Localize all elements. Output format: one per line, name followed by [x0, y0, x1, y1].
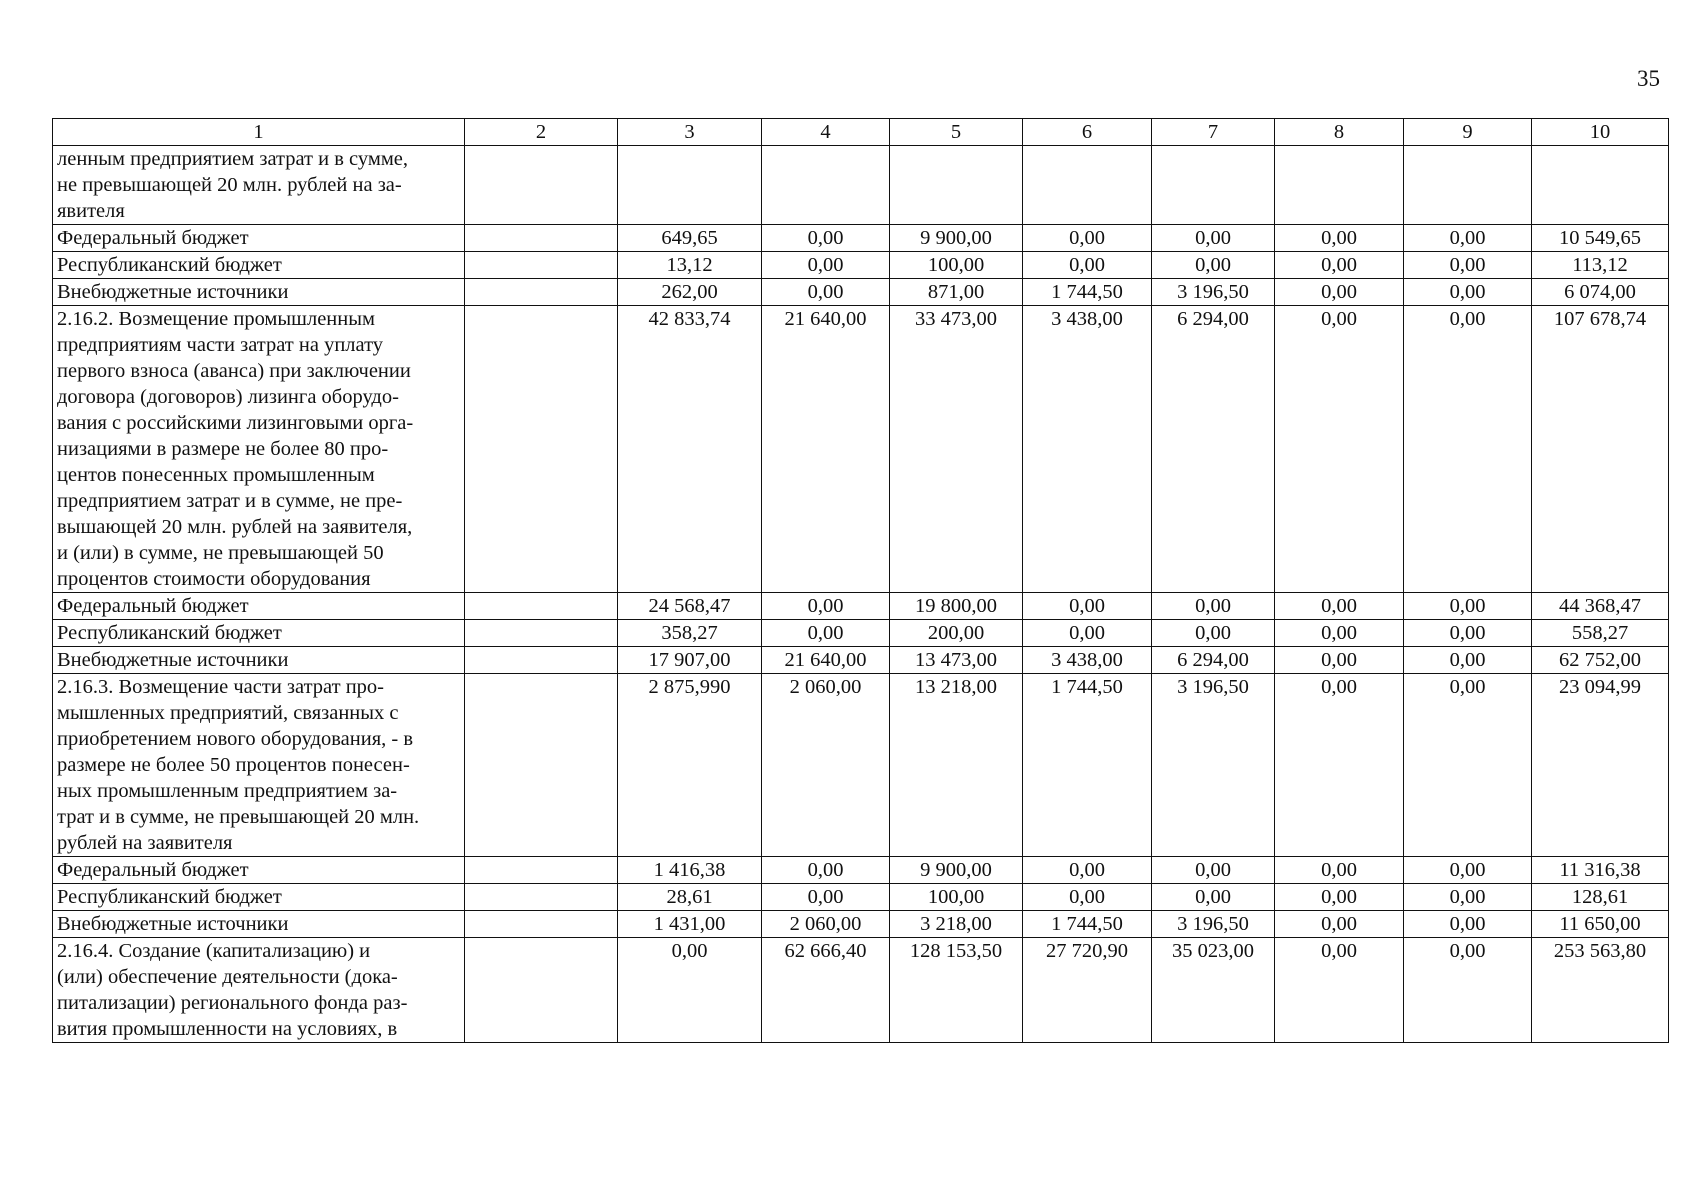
value-cell: 27 720,90: [1023, 938, 1152, 1043]
value-cell: 0,00: [1404, 279, 1532, 306]
value-cell: 0,00: [1404, 911, 1532, 938]
value-cell: 13,12: [618, 252, 762, 279]
value-cell: 11 650,00: [1532, 911, 1669, 938]
column-2-cell: [465, 620, 618, 647]
funding-source-row: [53, 252, 1669, 279]
value-cell: 0,00: [1275, 857, 1404, 884]
column-2-cell: [465, 306, 618, 593]
value-cell: 128 153,50: [890, 938, 1023, 1043]
funding-source-name: Федеральный бюджет: [53, 225, 465, 252]
value-cell: 0,00: [762, 857, 890, 884]
column-number-header: 8: [1275, 119, 1404, 146]
column-number-header: 6: [1023, 119, 1152, 146]
measure-row: [53, 938, 1669, 1043]
value-cell: 128,61: [1532, 884, 1669, 911]
value-cell: 0,00: [1404, 252, 1532, 279]
value-cell: 0,00: [1023, 225, 1152, 252]
value-cell: 0,00: [762, 620, 890, 647]
value-cell: 100,00: [890, 884, 1023, 911]
value-cell: 0,00: [618, 938, 762, 1043]
value-cell: 0,00: [1404, 225, 1532, 252]
value-cell: 0,00: [1404, 938, 1532, 1043]
value-cell: [618, 146, 762, 225]
value-cell: [1532, 146, 1669, 225]
value-cell: 100,00: [890, 252, 1023, 279]
value-cell: 13 473,00: [890, 647, 1023, 674]
value-cell: 0,00: [1152, 857, 1275, 884]
column-number-header: 7: [1152, 119, 1275, 146]
column-2-cell: [465, 225, 618, 252]
value-cell: 0,00: [762, 884, 890, 911]
value-cell: 13 218,00: [890, 674, 1023, 857]
value-cell: 0,00: [1404, 647, 1532, 674]
value-cell: [1404, 146, 1532, 225]
value-cell: 3 196,50: [1152, 279, 1275, 306]
value-cell: 3 196,50: [1152, 911, 1275, 938]
value-cell: 0,00: [1152, 884, 1275, 911]
value-cell: 558,27: [1532, 620, 1669, 647]
value-cell: 9 900,00: [890, 225, 1023, 252]
measure-row: [53, 674, 1669, 857]
value-cell: 0,00: [762, 225, 890, 252]
column-2-cell: [465, 857, 618, 884]
value-cell: 649,65: [618, 225, 762, 252]
value-cell: 0,00: [1275, 938, 1404, 1043]
value-cell: 0,00: [1404, 593, 1532, 620]
column-number-header: 9: [1404, 119, 1532, 146]
value-cell: 1 744,50: [1023, 674, 1152, 857]
value-cell: 0,00: [762, 279, 890, 306]
funding-source-name: Республиканский бюджет: [53, 884, 465, 911]
funding-source-row: [53, 225, 1669, 252]
value-cell: 0,00: [1023, 857, 1152, 884]
value-cell: 3 438,00: [1023, 306, 1152, 593]
page-number: 35: [1637, 66, 1660, 91]
column-2-cell: [465, 279, 618, 306]
value-cell: 2 060,00: [762, 911, 890, 938]
value-cell: 107 678,74: [1532, 306, 1669, 593]
value-cell: 0,00: [1152, 225, 1275, 252]
value-cell: 358,27: [618, 620, 762, 647]
column-number-header: 1: [53, 119, 465, 146]
value-cell: 6 294,00: [1152, 306, 1275, 593]
value-cell: 0,00: [1275, 252, 1404, 279]
value-cell: 262,00: [618, 279, 762, 306]
funding-source-row: [53, 647, 1669, 674]
value-cell: [762, 146, 890, 225]
funding-source-name: Внебюджетные источники: [53, 279, 465, 306]
value-cell: 253 563,80: [1532, 938, 1669, 1043]
value-cell: 0,00: [1152, 593, 1275, 620]
column-number-header: 10: [1532, 119, 1669, 146]
value-cell: 1 744,50: [1023, 911, 1152, 938]
value-cell: 0,00: [762, 593, 890, 620]
value-cell: 6 294,00: [1152, 647, 1275, 674]
funding-source-name: Федеральный бюджет: [53, 857, 465, 884]
value-cell: 62 752,00: [1532, 647, 1669, 674]
column-number-header-row: [53, 119, 1669, 146]
value-cell: 62 666,40: [762, 938, 890, 1043]
value-cell: 2 060,00: [762, 674, 890, 857]
column-2-cell: [465, 938, 618, 1043]
value-cell: 0,00: [1275, 225, 1404, 252]
column-2-cell: [465, 674, 618, 857]
funding-source-row: [53, 620, 1669, 647]
funding-source-name: Внебюджетные источники: [53, 911, 465, 938]
value-cell: [1275, 146, 1404, 225]
value-cell: 3 218,00: [890, 911, 1023, 938]
value-cell: 0,00: [762, 252, 890, 279]
value-cell: 1 744,50: [1023, 279, 1152, 306]
column-2-cell: [465, 884, 618, 911]
value-cell: 28,61: [618, 884, 762, 911]
column-number-header: 4: [762, 119, 890, 146]
column-number-header: 5: [890, 119, 1023, 146]
value-cell: 24 568,47: [618, 593, 762, 620]
value-cell: 113,12: [1532, 252, 1669, 279]
value-cell: 1 416,38: [618, 857, 762, 884]
column-2-cell: [465, 146, 618, 225]
value-cell: 10 549,65: [1532, 225, 1669, 252]
funding-source-row: [53, 884, 1669, 911]
funding-source-row: [53, 593, 1669, 620]
funding-source-name: Внебюджетные источники: [53, 647, 465, 674]
column-2-cell: [465, 252, 618, 279]
value-cell: 871,00: [890, 279, 1023, 306]
funding-source-name: Республиканский бюджет: [53, 620, 465, 647]
value-cell: 9 900,00: [890, 857, 1023, 884]
funding-source-row: [53, 911, 1669, 938]
measure-row: [53, 306, 1669, 593]
value-cell: 0,00: [1023, 252, 1152, 279]
value-cell: 0,00: [1404, 674, 1532, 857]
column-2-cell: [465, 647, 618, 674]
value-cell: 0,00: [1404, 620, 1532, 647]
column-2-cell: [465, 593, 618, 620]
value-cell: 0,00: [1275, 674, 1404, 857]
value-cell: 19 800,00: [890, 593, 1023, 620]
value-cell: 2 875,990: [618, 674, 762, 857]
value-cell: 1 431,00: [618, 911, 762, 938]
value-cell: 0,00: [1152, 620, 1275, 647]
value-cell: 200,00: [890, 620, 1023, 647]
value-cell: 0,00: [1404, 884, 1532, 911]
value-cell: 0,00: [1275, 279, 1404, 306]
measure-description: 2.16.2. Возмещение промышленным предприятиям части затрат на уплату первого взноса (аванса) при заключении договора (договоров) лизинга оборудо- вания с российскими лизинговыми орга- низациями в размере не более 80 про- центов понесенных промышленным предприятием затрат и в сумме, не пре- вышающей 20 млн. рублей на заявителя, и (или) в сумме, не превышающей 50 процентов стоимости оборудования: [53, 306, 465, 593]
column-2-cell: [465, 911, 618, 938]
value-cell: 6 074,00: [1532, 279, 1669, 306]
value-cell: 0,00: [1275, 647, 1404, 674]
budget-table: [52, 118, 1669, 1043]
value-cell: 0,00: [1275, 593, 1404, 620]
value-cell: 0,00: [1023, 593, 1152, 620]
value-cell: [1023, 146, 1152, 225]
measure-description: 2.16.3. Возмещение части затрат про- мышленных предприятий, связанных с приобретением нового оборудования, - в размере не более 50 процентов понесен- ных промышленным предприятием за- трат и в сумме, не превышающей 20 млн. рублей на заявителя: [53, 674, 465, 857]
value-cell: 0,00: [1275, 620, 1404, 647]
value-cell: [1152, 146, 1275, 225]
funding-source-name: Федеральный бюджет: [53, 593, 465, 620]
value-cell: 0,00: [1275, 306, 1404, 593]
value-cell: 35 023,00: [1152, 938, 1275, 1043]
value-cell: 11 316,38: [1532, 857, 1669, 884]
value-cell: 23 094,99: [1532, 674, 1669, 857]
funding-source-name: Республиканский бюджет: [53, 252, 465, 279]
value-cell: 0,00: [1023, 620, 1152, 647]
value-cell: 0,00: [1023, 884, 1152, 911]
value-cell: 3 196,50: [1152, 674, 1275, 857]
value-cell: [890, 146, 1023, 225]
measure-description: 2.16.4. Создание (капитализацию) и (или) обеспечение деятельности (дока- питализации) регионального фонда раз- вития промышленности на условиях, в: [53, 938, 465, 1043]
value-cell: 0,00: [1404, 857, 1532, 884]
column-number-header: 3: [618, 119, 762, 146]
value-cell: 0,00: [1152, 252, 1275, 279]
value-cell: 0,00: [1275, 884, 1404, 911]
value-cell: 44 368,47: [1532, 593, 1669, 620]
value-cell: 21 640,00: [762, 306, 890, 593]
column-number-header: 2: [465, 119, 618, 146]
value-cell: 0,00: [1404, 306, 1532, 593]
value-cell: 21 640,00: [762, 647, 890, 674]
value-cell: 0,00: [1275, 911, 1404, 938]
value-cell: 3 438,00: [1023, 647, 1152, 674]
measure-row: [53, 146, 1669, 225]
value-cell: 17 907,00: [618, 647, 762, 674]
value-cell: 33 473,00: [890, 306, 1023, 593]
measure-description: ленным предприятием затрат и в сумме, не превышающей 20 млн. рублей на за- явителя: [53, 146, 465, 225]
value-cell: 42 833,74: [618, 306, 762, 593]
funding-source-row: [53, 857, 1669, 884]
funding-source-row: [53, 279, 1669, 306]
